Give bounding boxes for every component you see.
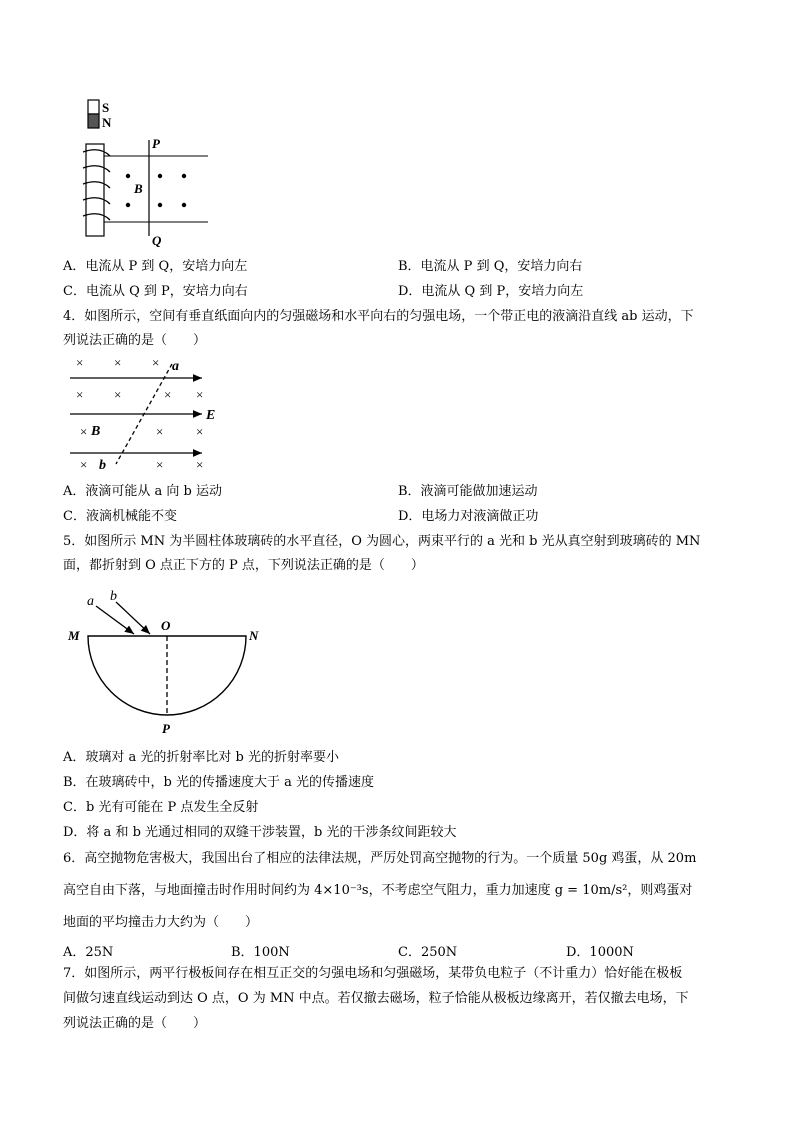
q5-figure bbox=[66, 584, 276, 736]
label-q: Q bbox=[152, 233, 162, 248]
field-dot bbox=[158, 174, 162, 178]
b-field-cross: × bbox=[114, 355, 122, 370]
field-dot bbox=[158, 203, 162, 207]
label-E-field: E bbox=[206, 408, 216, 423]
field-dot bbox=[182, 174, 186, 178]
q6-option-d: D．1000N bbox=[566, 945, 634, 960]
ray-b bbox=[116, 602, 150, 634]
q3-figure bbox=[80, 96, 220, 248]
b-field-cross: × bbox=[152, 355, 160, 370]
q4-figure bbox=[66, 352, 226, 476]
label-s: S bbox=[102, 100, 110, 115]
label-a-ray: a bbox=[87, 594, 94, 609]
label-p: P bbox=[152, 136, 160, 151]
label-n: N bbox=[102, 115, 112, 130]
q6-stem-line3: 地面的平均撞击力大约为（ ） bbox=[63, 915, 259, 930]
field-dot bbox=[126, 174, 130, 178]
label-b: B bbox=[134, 181, 143, 196]
q7-stem-line3: 列说法正确的是（ ） bbox=[63, 1016, 207, 1031]
b-field-cross: × bbox=[196, 424, 204, 439]
b-field-cross: × bbox=[196, 457, 204, 472]
q5-option-d: D．将 a 和 b 光通过相同的双缝干涉装置，b 光的干涉条纹间距较大 bbox=[63, 825, 457, 840]
q6-option-b: B．100N bbox=[231, 945, 290, 960]
label-b-ray: b bbox=[110, 589, 117, 604]
label-b-point: b bbox=[99, 458, 106, 473]
field-dot bbox=[126, 203, 130, 207]
b-field-cross: × bbox=[76, 387, 84, 402]
q5-option-b: B．在玻璃砖中，b 光的传播速度大于 a 光的传播速度 bbox=[63, 775, 375, 790]
label-a: a bbox=[172, 359, 179, 374]
magnet-s-pole bbox=[88, 100, 99, 114]
q4-option-a: A．液滴可能从 a 向 b 运动 bbox=[63, 484, 222, 499]
q6-stem-line1: 6．高空抛物危害极大，我国出台了相应的法律法规，严厉处罚高空抛物的行为。一个质量 50g 鸡蛋，从 20m bbox=[63, 851, 697, 866]
q5-option-c: C．b 光有可能在 P 点发生全反射 bbox=[63, 800, 259, 815]
b-field-cross: × bbox=[80, 424, 88, 439]
b-field-cross: × bbox=[156, 457, 164, 472]
label-m: M bbox=[68, 628, 80, 643]
q7-stem-line2: 间做匀速直线运动到达 O 点，O 为 MN 中点。若仅撤去磁场，粒子恰能从极板边缘离开，若仅撤去电场，下 bbox=[63, 991, 689, 1006]
label-o: O bbox=[161, 618, 171, 633]
q6-stem-line2: 高空自由下落，与地面撞击时作用时间约为 4×10⁻³s，不考虑空气阻力，重力加速度 g = 10m/s²，则鸡蛋对 bbox=[63, 883, 693, 898]
q4-option-d: D．电场力对液滴做正功 bbox=[398, 509, 539, 524]
q4-stem-line2: 列说法正确的是（ ） bbox=[63, 333, 207, 348]
b-field-cross: × bbox=[196, 387, 204, 402]
q6-option-c: C．250N bbox=[398, 945, 458, 960]
q3-option-c: C．电流从 Q 到 P，安培力向右 bbox=[63, 284, 248, 299]
q5-stem-line1: 5．如图所示 MN 为半圆柱体玻璃砖的水平直径，O 为圆心，两束平行的 a 光和 b 光从真空射到玻璃砖的 MN bbox=[63, 534, 701, 549]
b-field-cross: × bbox=[156, 424, 164, 439]
q4-stem-line1: 4．如图所示，空间有垂直纸面向内的匀强磁场和水平向右的匀强电场，一个带正电的液滴沿直线 ab 运动，下 bbox=[63, 309, 694, 324]
q3-option-a: A．电流从 P 到 Q，安培力向左 bbox=[63, 259, 248, 274]
q7-stem-line1: 7．如图所示，两平行极板间存在相互正交的匀强电场和匀强磁场，某带负电粒子（不计重力）恰好能在极板 bbox=[63, 966, 683, 981]
b-field-cross: × bbox=[76, 355, 84, 370]
b-field-cross: × bbox=[164, 387, 172, 402]
b-field-cross: × bbox=[114, 387, 122, 402]
q3-option-d: D．电流从 Q 到 P，安培力向左 bbox=[398, 284, 584, 299]
label-p: P bbox=[162, 721, 170, 736]
ray-a bbox=[96, 606, 134, 634]
field-dot bbox=[182, 203, 186, 207]
q6-option-a: A．25N bbox=[63, 945, 114, 960]
solenoid-core bbox=[86, 144, 104, 236]
q3-option-b: B．电流从 P 到 Q，安培力向右 bbox=[398, 259, 583, 274]
magnet-n-pole bbox=[88, 114, 99, 128]
b-field-cross: × bbox=[80, 457, 88, 472]
label-B-field: B bbox=[91, 424, 101, 439]
label-n: N bbox=[249, 628, 259, 643]
q5-option-a: A．玻璃对 a 光的折射率比对 b 光的折射率要小 bbox=[63, 750, 339, 765]
q4-option-c: C．液滴机械能不变 bbox=[63, 509, 177, 524]
q4-option-b: B．液滴可能做加速运动 bbox=[398, 484, 538, 499]
q5-stem-line2: 面，都折射到 O 点正下方的 P 点，下列说法正确的是（ ） bbox=[63, 558, 424, 573]
